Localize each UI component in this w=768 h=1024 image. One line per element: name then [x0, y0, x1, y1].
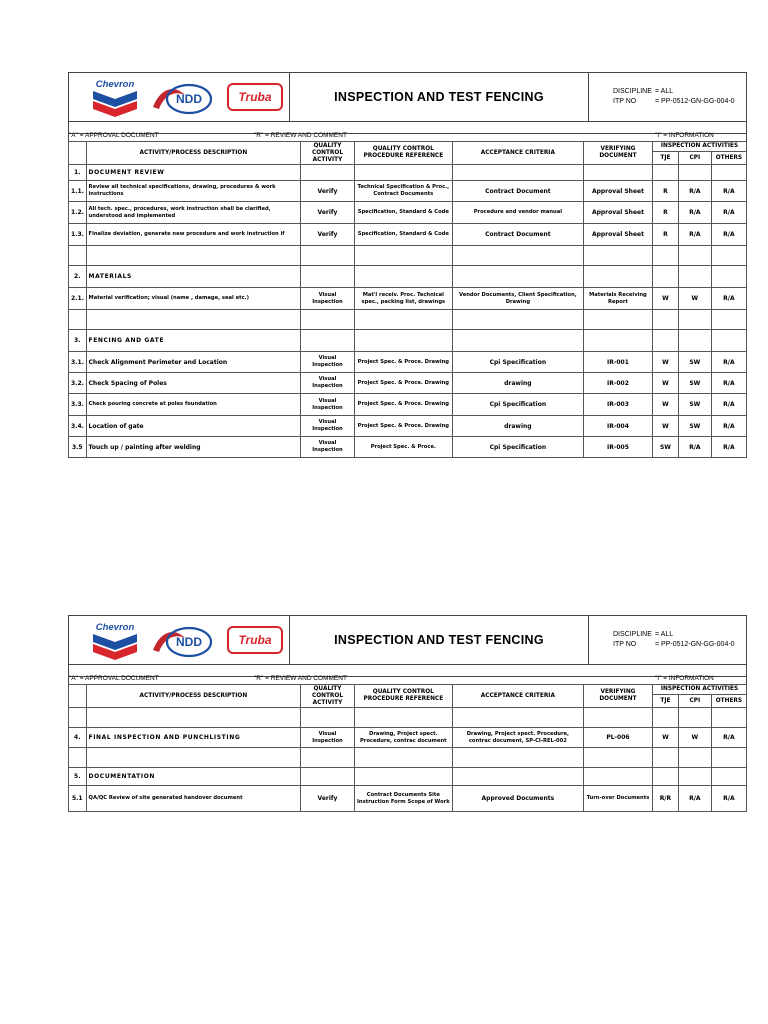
- table-row: [69, 437, 747, 458]
- col-activity: ACTIVITY/PROCESS DESCRIPTION: [86, 142, 301, 165]
- others-inspection: R/A: [711, 437, 746, 458]
- ndd-logo: [151, 81, 213, 115]
- logo-strip: [69, 73, 290, 121]
- col-verifying: VERIFYING DOCUMENT: [583, 142, 652, 165]
- empty-cell: [653, 165, 679, 181]
- cpi-inspection: SW: [678, 373, 711, 394]
- col-tje: TJE: [653, 695, 679, 708]
- verifying-document: Approval Sheet: [583, 224, 652, 246]
- document-meta: [589, 616, 746, 664]
- qc-procedure-reference: Project Spec. & Proce. Drawing: [354, 352, 452, 373]
- qc-activity: Verify: [301, 224, 355, 246]
- tje-inspection: W: [653, 394, 679, 416]
- cpi-inspection: W: [678, 288, 711, 310]
- legend-review: "R" = REVIEW AND COMMENT: [254, 675, 347, 682]
- empty-cell: [711, 748, 746, 768]
- others-inspection: R/A: [711, 394, 746, 416]
- row-number: 3.4.: [69, 416, 87, 437]
- acceptance-criteria: Procedure and vendor manual: [452, 202, 583, 224]
- row-number: 1.2.: [69, 202, 87, 224]
- verifying-document: IR-005: [583, 437, 652, 458]
- empty-cell: [583, 246, 652, 266]
- others-inspection: R/A: [711, 728, 746, 748]
- row-number: 3.: [69, 330, 87, 352]
- qc-activity: Verify: [301, 786, 355, 812]
- qc-procedure-reference: Project Spec. & Proce. Drawing: [354, 394, 452, 416]
- blank-row: [69, 246, 747, 266]
- tje-inspection: W: [653, 352, 679, 373]
- qc-procedure-reference: Drawing, Project spect. Procedure, contrac document: [354, 728, 452, 748]
- header-spacer: [68, 122, 747, 133]
- ndd-logo-text: NDD: [176, 92, 202, 106]
- row-number: 3.5: [69, 437, 87, 458]
- table-row: [69, 224, 747, 246]
- empty-cell: [69, 748, 87, 768]
- qc-activity: Verify: [301, 181, 355, 202]
- itp-table: [68, 684, 747, 812]
- empty-cell: [711, 310, 746, 330]
- qc-activity: Visual Inspection: [301, 373, 355, 394]
- col-others: OTHERS: [711, 695, 746, 708]
- empty-cell: [452, 708, 583, 728]
- cpi-inspection: R/A: [678, 181, 711, 202]
- truba-logo: Truba: [227, 83, 283, 111]
- empty-cell: [354, 310, 452, 330]
- qc-procedure-reference: Project Spec. & Proce.: [354, 437, 452, 458]
- acceptance-criteria: Contract Document: [452, 181, 583, 202]
- legend-row: [68, 133, 747, 141]
- others-inspection: R/A: [711, 352, 746, 373]
- table-row: [69, 394, 747, 416]
- activity-description: Check Spacing of Poles: [86, 373, 301, 394]
- itp-sheet-1: [68, 72, 747, 458]
- verifying-document: IR-002: [583, 373, 652, 394]
- verifying-document: PL-006: [583, 728, 652, 748]
- empty-cell: [301, 266, 355, 288]
- empty-cell: [653, 768, 679, 786]
- col-others: OTHERS: [711, 152, 746, 165]
- qc-activity: Visual Inspection: [301, 437, 355, 458]
- legend-review: "R" = REVIEW AND COMMENT: [254, 132, 347, 139]
- qc-activity: Visual Inspection: [301, 352, 355, 373]
- empty-cell: [354, 165, 452, 181]
- ndd-logo-text: NDD: [176, 635, 202, 649]
- empty-cell: [711, 330, 746, 352]
- row-number: 5.: [69, 768, 87, 786]
- empty-cell: [452, 768, 583, 786]
- itp-table-body: [69, 708, 747, 812]
- row-number: 3.1.: [69, 352, 87, 373]
- empty-cell: [354, 330, 452, 352]
- tje-inspection: W: [653, 416, 679, 437]
- empty-cell: [711, 708, 746, 728]
- empty-cell: [86, 310, 301, 330]
- empty-cell: [301, 246, 355, 266]
- empty-cell: [711, 266, 746, 288]
- empty-cell: [301, 165, 355, 181]
- empty-cell: [678, 768, 711, 786]
- qc-activity: Visual Inspection: [301, 728, 355, 748]
- activity-description: All tech. spec., procedures, work instruction shall be clarified, understood and implemented: [86, 202, 301, 224]
- tje-inspection: W: [653, 728, 679, 748]
- others-inspection: R/A: [711, 202, 746, 224]
- qc-activity: Visual Inspection: [301, 416, 355, 437]
- others-inspection: R/A: [711, 288, 746, 310]
- empty-cell: [653, 748, 679, 768]
- qc-activity: Visual Inspection: [301, 394, 355, 416]
- row-number: 3.3.: [69, 394, 87, 416]
- activity-description: QA/QC Review of site generated handover document: [86, 786, 301, 812]
- discipline-value: = ALL: [655, 631, 674, 638]
- empty-cell: [452, 310, 583, 330]
- empty-cell: [653, 266, 679, 288]
- empty-cell: [69, 708, 87, 728]
- itp-number-value: = PP-0512-GN-GG-004-0: [655, 98, 735, 105]
- section-title: DOCUMENT REVIEW: [86, 165, 301, 181]
- empty-cell: [301, 330, 355, 352]
- blank-row: [69, 310, 747, 330]
- qc-procedure-reference: Project Spec. & Proce. Drawing: [354, 416, 452, 437]
- tje-inspection: W: [653, 373, 679, 394]
- qc-procedure-reference: Contract Documents Site Instruction Form Scope of Work: [354, 786, 452, 812]
- qc-procedure-reference: Project Spec. & Proce. Drawing: [354, 373, 452, 394]
- activity-description: Material verification; visual (name , damage, seal etc.): [86, 288, 301, 310]
- col-qc-activity: QUALITY CONTROL ACTIVITY: [301, 685, 355, 708]
- col-cpi: CPI: [678, 152, 711, 165]
- empty-cell: [452, 330, 583, 352]
- others-inspection: R/A: [711, 416, 746, 437]
- empty-cell: [86, 708, 301, 728]
- col-inspection-activities: INSPECTION ACTIVITIES: [653, 685, 747, 695]
- logo-strip: [69, 616, 290, 664]
- col-cpi: CPI: [678, 695, 711, 708]
- col-qc-reference: QUALITY CONTROL PROCEDURE REFERENCE: [354, 685, 452, 708]
- empty-cell: [653, 310, 679, 330]
- tje-inspection: R: [653, 181, 679, 202]
- empty-cell: [583, 310, 652, 330]
- itp-table-body: [69, 165, 747, 458]
- sheet-header: [68, 615, 747, 665]
- itp-number-label: ITP NO: [613, 98, 637, 105]
- tje-inspection: R/R: [653, 786, 679, 812]
- cpi-inspection: SW: [678, 352, 711, 373]
- blank-row: [69, 708, 747, 728]
- activity-description: Review all technical specifications, drawing, procedures & work instructions: [86, 181, 301, 202]
- acceptance-criteria: Drawing, Project spect. Procedure, contrac document, SP-CI-REL-002: [452, 728, 583, 748]
- acceptance-criteria: drawing: [452, 373, 583, 394]
- tje-inspection: R: [653, 202, 679, 224]
- header-spacer: [68, 665, 747, 676]
- section-row: [69, 266, 747, 288]
- empty-cell: [354, 266, 452, 288]
- col-tje: TJE: [653, 152, 679, 165]
- verifying-document: IR-004: [583, 416, 652, 437]
- cpi-inspection: R/A: [678, 437, 711, 458]
- empty-cell: [583, 708, 652, 728]
- empty-cell: [69, 310, 87, 330]
- table-row: [69, 786, 747, 812]
- cpi-inspection: R/A: [678, 786, 711, 812]
- itp-number-label: ITP NO: [613, 641, 637, 648]
- section-title: DOCUMENTATION: [86, 768, 301, 786]
- section-title: FENCING AND GATE: [86, 330, 301, 352]
- legend-approval: "A" = APPROVAL DOCUMENT: [69, 132, 159, 139]
- row-number: 4.: [69, 728, 87, 748]
- acceptance-criteria: drawing: [452, 416, 583, 437]
- col-activity: ACTIVITY/PROCESS DESCRIPTION: [86, 685, 301, 708]
- section-row: [69, 330, 747, 352]
- empty-cell: [678, 266, 711, 288]
- row-number: 3.2.: [69, 373, 87, 394]
- col-acceptance: ACCEPTANCE CRITERIA: [452, 685, 583, 708]
- empty-cell: [301, 748, 355, 768]
- table-row: [69, 202, 747, 224]
- empty-cell: [678, 708, 711, 728]
- section-row: [69, 165, 747, 181]
- empty-cell: [354, 748, 452, 768]
- qc-procedure-reference: Specification, Standard & Code: [354, 202, 452, 224]
- discipline-label: DISCIPLINE: [613, 88, 652, 95]
- table-row: [69, 728, 747, 748]
- chevron-logo: Chevron: [89, 79, 141, 119]
- row-number: 2.: [69, 266, 87, 288]
- cpi-inspection: SW: [678, 394, 711, 416]
- section-row: [69, 768, 747, 786]
- verifying-document: Turn-over Documents: [583, 786, 652, 812]
- empty-cell: [86, 246, 301, 266]
- tje-inspection: SW: [653, 437, 679, 458]
- legend-information: "I" = INFORMATION: [655, 675, 714, 682]
- empty-cell: [711, 165, 746, 181]
- empty-cell: [711, 246, 746, 266]
- truba-logo: Truba: [227, 626, 283, 654]
- empty-cell: [452, 246, 583, 266]
- others-inspection: R/A: [711, 181, 746, 202]
- empty-cell: [583, 768, 652, 786]
- ndd-logo: [151, 624, 213, 658]
- cpi-inspection: R/A: [678, 224, 711, 246]
- qc-procedure-reference: Specification, Standard & Code: [354, 224, 452, 246]
- col-qc-reference: QUALITY CONTROL PROCEDURE REFERENCE: [354, 142, 452, 165]
- verifying-document: Approval Sheet: [583, 202, 652, 224]
- discipline-label: DISCIPLINE: [613, 631, 652, 638]
- empty-cell: [354, 708, 452, 728]
- document-title: INSPECTION AND TEST FENCING: [290, 616, 589, 664]
- empty-cell: [583, 748, 652, 768]
- empty-cell: [653, 708, 679, 728]
- acceptance-criteria: Approved Documents: [452, 786, 583, 812]
- tje-inspection: R: [653, 224, 679, 246]
- itp-number-value: = PP-0512-GN-GG-004-0: [655, 641, 735, 648]
- cpi-inspection: W: [678, 728, 711, 748]
- empty-cell: [69, 246, 87, 266]
- empty-cell: [653, 330, 679, 352]
- empty-cell: [301, 310, 355, 330]
- document-title: INSPECTION AND TEST FENCING: [290, 73, 589, 121]
- table-row: [69, 373, 747, 394]
- others-inspection: R/A: [711, 224, 746, 246]
- empty-cell: [678, 310, 711, 330]
- qc-activity: Visual Inspection: [301, 288, 355, 310]
- table-row: [69, 352, 747, 373]
- document-meta: [589, 73, 746, 121]
- col-acceptance: ACCEPTANCE CRITERIA: [452, 142, 583, 165]
- verifying-document: IR-003: [583, 394, 652, 416]
- table-row: [69, 181, 747, 202]
- col-qc-activity: QUALITY CONTROL ACTIVITY: [301, 142, 355, 165]
- chevron-logo: Chevron: [89, 622, 141, 662]
- empty-cell: [452, 165, 583, 181]
- itp-sheet-2: [68, 615, 747, 812]
- acceptance-criteria: Cpi Specification: [452, 352, 583, 373]
- empty-cell: [301, 708, 355, 728]
- acceptance-criteria: Cpi Specification: [452, 394, 583, 416]
- acceptance-criteria: Cpi Specification: [452, 437, 583, 458]
- empty-cell: [678, 330, 711, 352]
- verifying-document: Materials Receiving Report: [583, 288, 652, 310]
- empty-cell: [678, 748, 711, 768]
- verifying-document: IR-001: [583, 352, 652, 373]
- qc-procedure-reference: Mat'l receiv. Proc. Technical spec., packing list, drawings: [354, 288, 452, 310]
- empty-cell: [452, 748, 583, 768]
- table-row: [69, 288, 747, 310]
- empty-cell: [678, 246, 711, 266]
- row-number: 1.: [69, 165, 87, 181]
- empty-cell: [678, 165, 711, 181]
- empty-cell: [354, 246, 452, 266]
- empty-cell: [583, 330, 652, 352]
- row-number: 1.1.: [69, 181, 87, 202]
- empty-cell: [711, 768, 746, 786]
- empty-cell: [301, 768, 355, 786]
- activity-description: Check Alignment Perimeter and Location: [86, 352, 301, 373]
- empty-cell: [452, 266, 583, 288]
- empty-cell: [653, 246, 679, 266]
- tje-inspection: W: [653, 288, 679, 310]
- empty-cell: [354, 768, 452, 786]
- row-number: 1.3.: [69, 224, 87, 246]
- blank-row: [69, 748, 747, 768]
- legend-approval: "A" = APPROVAL DOCUMENT: [69, 675, 159, 682]
- activity-description: Location of gate: [86, 416, 301, 437]
- empty-cell: [583, 266, 652, 288]
- legend-row: [68, 676, 747, 684]
- sheet-header: [68, 72, 747, 122]
- activity-description: Check pouring concrete at poles foundation: [86, 394, 301, 416]
- cpi-inspection: SW: [678, 416, 711, 437]
- others-inspection: R/A: [711, 786, 746, 812]
- empty-cell: [583, 165, 652, 181]
- activity-description: Touch up / painting after welding: [86, 437, 301, 458]
- empty-cell: [86, 748, 301, 768]
- acceptance-criteria: Vendor Documents, Client Specification, Drawing: [452, 288, 583, 310]
- qc-procedure-reference: Technical Specification & Proc., Contract Documents: [354, 181, 452, 202]
- table-row: [69, 416, 747, 437]
- col-inspection-activities: INSPECTION ACTIVITIES: [653, 142, 747, 152]
- qc-activity: Verify: [301, 202, 355, 224]
- row-number: 2.1.: [69, 288, 87, 310]
- row-number: 5.1: [69, 786, 87, 812]
- verifying-document: Approval Sheet: [583, 181, 652, 202]
- cpi-inspection: R/A: [678, 202, 711, 224]
- itp-table: [68, 141, 747, 458]
- others-inspection: R/A: [711, 373, 746, 394]
- col-verifying: VERIFYING DOCUMENT: [583, 685, 652, 708]
- activity-description: Finalize deviation, generate new procedure and work instruction if: [86, 224, 301, 246]
- legend-information: "I" = INFORMATION: [655, 132, 714, 139]
- activity-description: FINAL INSPECTION AND PUNCHLISTING: [86, 728, 301, 748]
- section-title: MATERIALS: [86, 266, 301, 288]
- discipline-value: = ALL: [655, 88, 674, 95]
- acceptance-criteria: Contract Document: [452, 224, 583, 246]
